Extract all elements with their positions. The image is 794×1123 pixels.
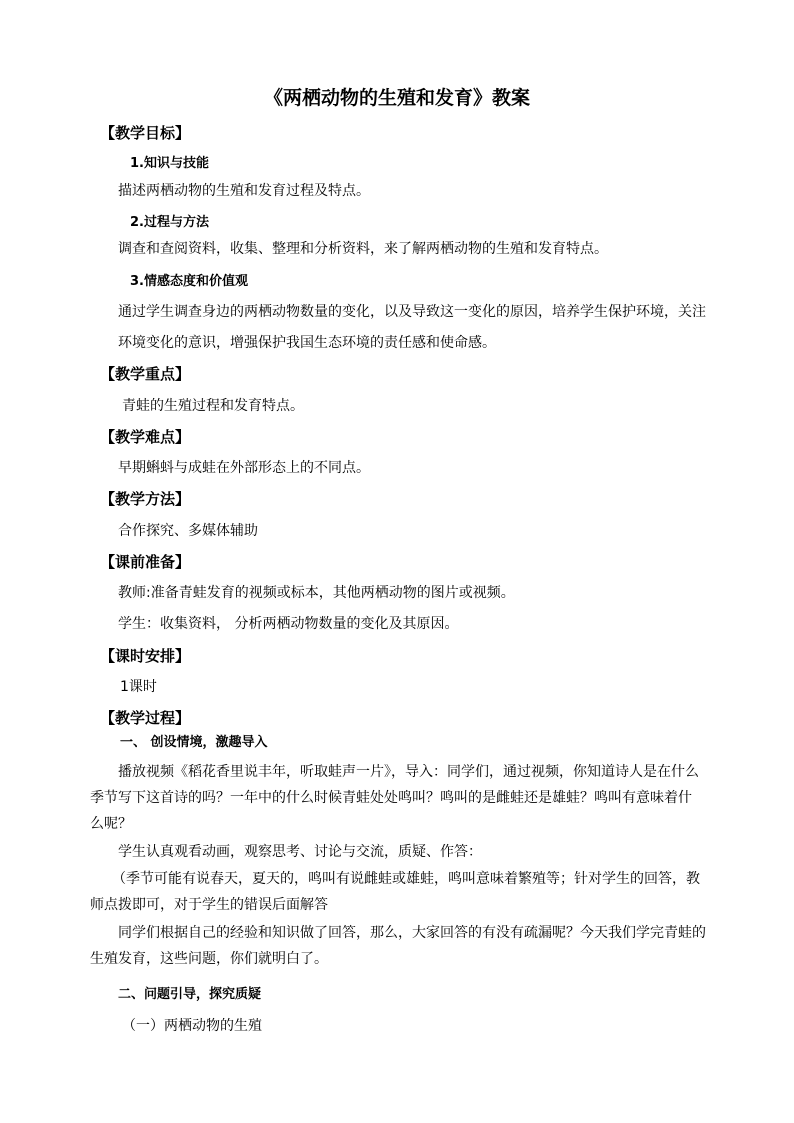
- heading-difficulties: 【教学难点】: [100, 428, 191, 446]
- text-knowledge: 描述两栖动物的生殖和发育过程及特点。: [118, 183, 370, 199]
- heading-objectives: 【教学目标】: [100, 124, 191, 142]
- subheading-step2: 二、问题引导，探究质疑: [118, 987, 262, 1002]
- heading-procedure: 【教学过程】: [100, 709, 191, 727]
- subheading-step1: 一、 创设情境，激趣导入: [120, 735, 268, 750]
- text-preparation-student: 学生：收集资料， 分析两栖动物数量的变化及其原因。: [118, 616, 459, 632]
- text-key-points: 青蛙的生殖过程和发育特点。: [122, 398, 304, 414]
- text-step1-p2: 学生认真观看动画，观察思考、讨论与交流，质疑、作答：: [118, 844, 482, 860]
- text-step1-p1-line1: 播放视频《稻花香里说丰年，听取蛙声一片》，导入：同学们，通过视频，你知道诗人是在什么: [118, 764, 699, 780]
- text-step1-p3-line1: （季节可能有说春天，夏天的，鸣叫有说雌蛙或雄蛙，鸣叫意味着繁殖等；针对学生的回答，教: [112, 871, 700, 887]
- text-step1-p3-line2: 师点拨即可，对于学生的错误后面解答: [90, 897, 328, 913]
- text-step1-p1-line2: 季节写下这首诗的吗？一年中的什么时候青蛙处处鸣叫？鸣叫的是雌蛙还是雄蛙？鸣叫有意味着什: [90, 790, 692, 806]
- subheading-process: 2.过程与方法: [130, 215, 209, 230]
- text-methods: 合作探究、多媒体辅助: [118, 523, 258, 539]
- subheading-attitude: 3.情感态度和价值观: [130, 274, 248, 289]
- document-title: 《两栖动物的生殖和发育》教案: [263, 87, 530, 109]
- heading-key-points: 【教学重点】: [100, 365, 191, 383]
- heading-schedule: 【课时安排】: [100, 647, 191, 665]
- text-attitude-line2: 环境变化的意识，增强保护我国生态环境的责任感和使命感。: [118, 335, 496, 351]
- text-schedule: 1课时: [120, 679, 157, 695]
- text-step2-sub1: （一）两栖动物的生殖: [122, 1018, 262, 1034]
- text-step1-p4-line2: 生殖发育，这些问题，你们就明白了。: [90, 951, 328, 967]
- heading-methods: 【教学方法】: [100, 490, 191, 508]
- text-attitude-line1: 通过学生调查身边的两栖动物数量的变化，以及导致这一变化的原因，培养学生保护环境，关注: [118, 304, 706, 320]
- text-preparation-teacher: 教师:准备青蛙发育的视频或标本，其他两栖动物的图片或视频。: [118, 585, 515, 601]
- subheading-knowledge: 1.知识与技能: [130, 156, 209, 171]
- heading-preparation: 【课前准备】: [100, 553, 191, 571]
- text-step1-p4-line1: 同学们根据自己的经验和知识做了回答，那么，大家回答的有没有疏漏呢？今天我们学完青蛙的: [118, 925, 706, 941]
- text-process: 调查和查阅资料，收集、整理和分析资料，来了解两栖动物的生殖和发育特点。: [118, 241, 608, 257]
- text-step1-p1-line3: 么呢？: [90, 816, 132, 832]
- text-difficulties: 早期蝌蚪与成蛙在外部形态上的不同点。: [118, 460, 370, 476]
